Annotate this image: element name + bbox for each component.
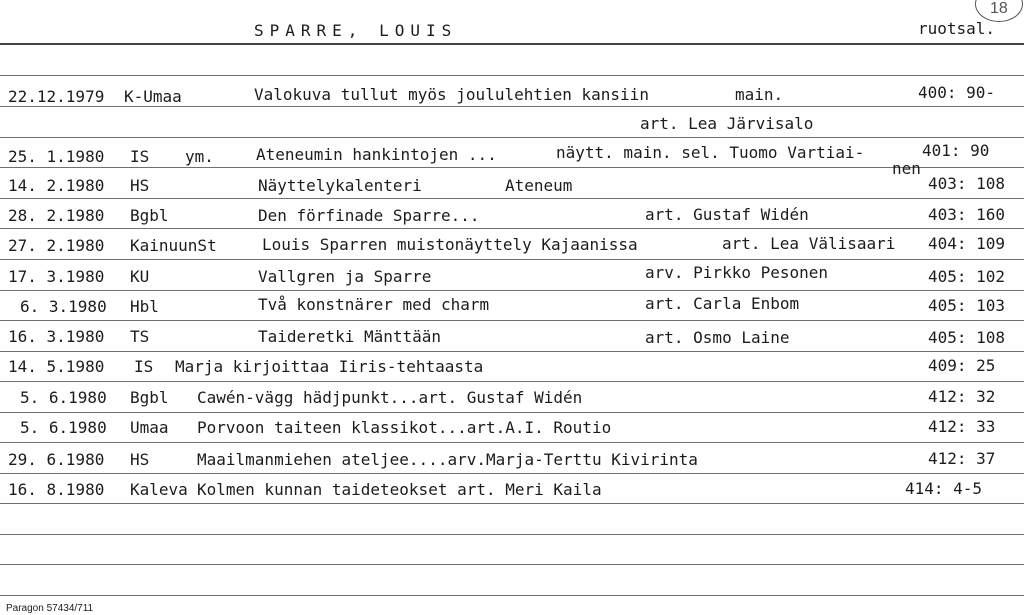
entry-ref: 404: 109: [928, 234, 1006, 253]
entry-ref: 412: 32: [928, 387, 996, 406]
entry-title: Två konstnärer med charm: [258, 295, 490, 314]
entry-date: 5. 6.1980: [20, 418, 107, 437]
entry-ref: 403: 160: [928, 205, 1006, 224]
entry-date: 16. 8.1980: [8, 480, 105, 499]
ruled-line: [0, 290, 1024, 291]
ruled-line: [0, 503, 1024, 504]
entry-ref: 414: 4-5: [905, 479, 983, 498]
entry-note: art. Lea Välisaari: [722, 234, 896, 253]
entry-note: art. Gustaf Widén: [645, 205, 809, 224]
entry-title: Vallgren ja Sparre: [258, 267, 432, 286]
entry-date: 14. 5.1980: [8, 357, 105, 376]
ruled-line: [0, 320, 1024, 321]
entry-title: Kolmen kunnan taideteokset art. Meri Kaila: [197, 480, 602, 499]
entry-title: Louis Sparren muistonäyttely Kajaanissa: [262, 235, 638, 254]
entry-note: näytt. main. sel. Tuomo Vartiai-: [556, 143, 865, 162]
entry-source: K-Umaa: [124, 87, 182, 106]
entry-source: Bgbl: [130, 206, 169, 225]
entry-source: KU: [130, 267, 150, 286]
entry-ref: 412: 37: [928, 449, 996, 468]
entry-date: 22.12.1979: [8, 87, 105, 106]
entry-source: TS: [130, 327, 150, 346]
entry-date: 14. 2.1980: [8, 176, 105, 195]
ruled-line: [0, 534, 1024, 535]
entry-source: HS: [130, 450, 150, 469]
entry-date: 16. 3.1980: [8, 327, 105, 346]
entry-note: main.: [735, 85, 784, 104]
entry-source: Kaleva: [130, 480, 188, 499]
header-rule: [0, 43, 1024, 45]
entry-source: IS: [134, 357, 154, 376]
entry-title: Taideretki Mänttään: [258, 327, 442, 346]
entry-ref: 400: 90-: [918, 83, 996, 102]
entry-source: HS: [130, 176, 150, 195]
entry-note: art. Carla Enbom: [645, 294, 800, 313]
ruled-line: [0, 351, 1024, 352]
card-title: SPARRE, LOUIS: [254, 21, 458, 40]
entry-ref: 412: 33: [928, 417, 996, 436]
ruled-line: [0, 228, 1024, 229]
entry-date: 17. 3.1980: [8, 267, 105, 286]
entry-date: 25. 1.1980: [8, 147, 105, 166]
entry-note: art. Osmo Laine: [645, 328, 790, 347]
entry-title: Porvoon taiteen klassikot...art.A.I. Routio: [197, 418, 612, 437]
ruled-line: [0, 137, 1024, 138]
entry-title: Marja kirjoittaa Iiris-tehtaasta: [175, 357, 484, 376]
entry-extra: ym.: [185, 147, 214, 166]
ruled-line: [0, 564, 1024, 565]
entry-source: Bgbl: [130, 388, 169, 407]
ruled-line: [0, 473, 1024, 474]
entry-note: arv. Pirkko Pesonen: [645, 263, 829, 282]
entry-ref: 405: 108: [928, 328, 1006, 347]
entry-title: Maailmanmiehen ateljee....arv.Marja-Terttu Kivirinta: [197, 450, 698, 469]
ruled-line: [0, 595, 1024, 596]
entry-date: 29. 6.1980: [8, 450, 105, 469]
ruled-line: [0, 442, 1024, 443]
entry-note-continuation: nen: [892, 159, 921, 178]
entry-source: KainuunSt: [130, 236, 217, 255]
entry-source: Hbl: [130, 297, 159, 316]
card-number: 18: [990, 0, 1008, 17]
entry-note: Ateneum: [505, 176, 573, 195]
entry-title: Valokuva tullut myös joululehtien kansiin: [254, 85, 649, 104]
ruled-line: [0, 167, 1024, 168]
entry-source: IS: [130, 147, 150, 166]
ruled-line: [0, 381, 1024, 382]
entry-date: 5. 6.1980: [20, 388, 107, 407]
ruled-line: [0, 106, 1024, 107]
entry-title: Cawén-vägg hädjpunkt...art. Gustaf Widén: [197, 388, 583, 407]
entry-source: Umaa: [130, 418, 169, 437]
ruled-line: [0, 259, 1024, 260]
entry-date: 27. 2.1980: [8, 236, 105, 255]
entry-title: Ateneumin hankintojen ...: [256, 145, 497, 164]
entry-title: Näyttelykalenteri: [258, 176, 422, 195]
entry-date: 28. 2.1980: [8, 206, 105, 225]
entry-ref: 401: 90: [922, 141, 990, 160]
ruled-line: [0, 412, 1024, 413]
entry-note: art. Lea Järvisalo: [640, 114, 814, 133]
category-label: ruotsal.: [918, 19, 996, 38]
ruled-line: [0, 198, 1024, 199]
entry-ref: 405: 102: [928, 267, 1006, 286]
entry-title: Den förfinade Sparre...: [258, 206, 480, 225]
card-print-code: Paragon 57434/711: [6, 603, 94, 614]
entry-date: 6. 3.1980: [20, 297, 107, 316]
entry-ref: 403: 108: [928, 174, 1006, 193]
entry-ref: 409: 25: [928, 356, 996, 375]
ruled-line: [0, 75, 1024, 76]
entry-ref: 405: 103: [928, 296, 1006, 315]
